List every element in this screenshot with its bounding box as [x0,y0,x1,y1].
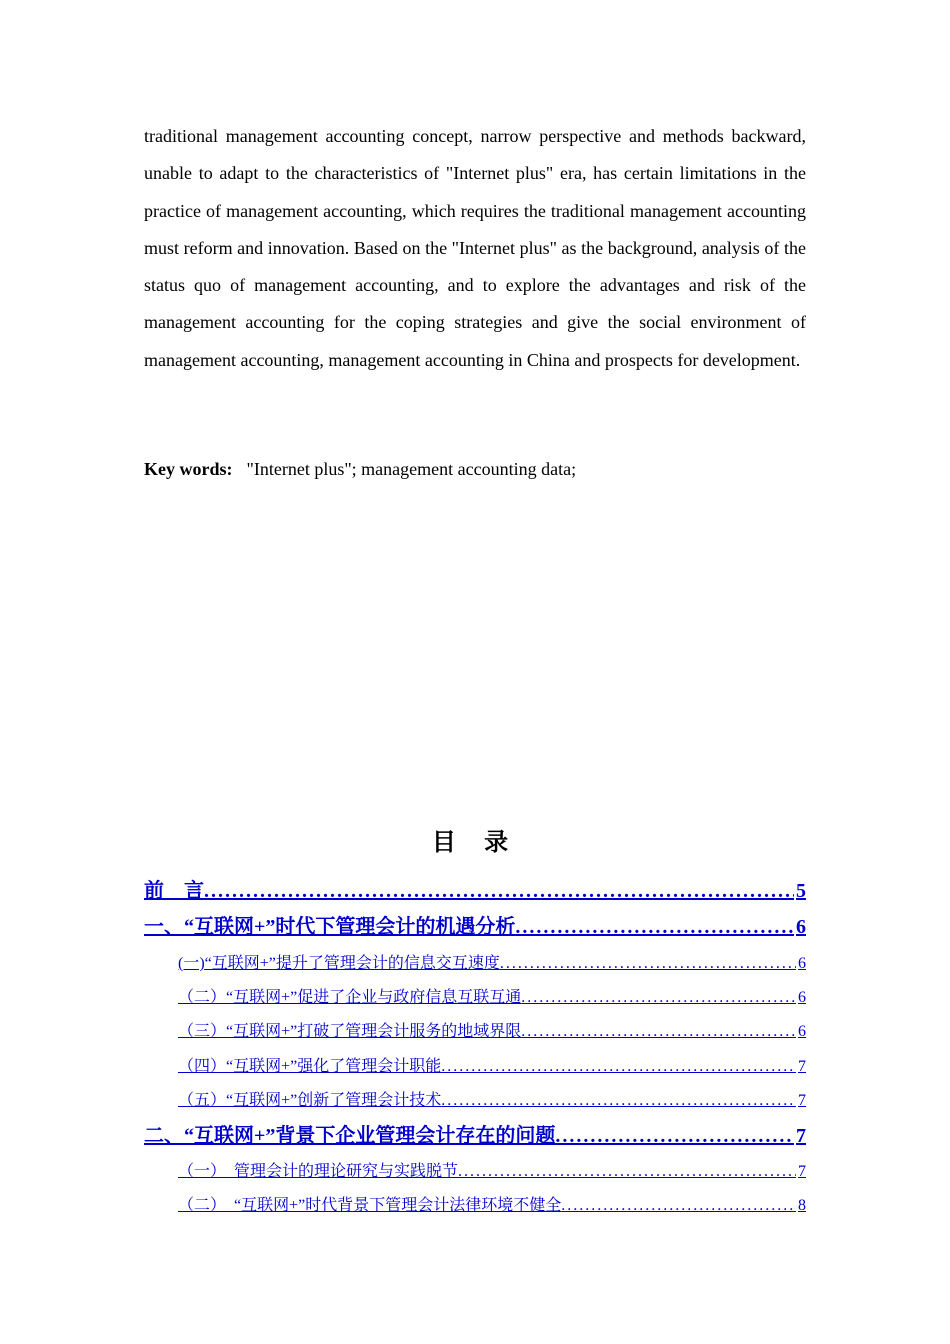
toc-entry-title: （二） “互联网+”时代背景下管理会计法律环境不健全 [178,1197,562,1214]
toc-leader-dots [204,876,794,906]
toc-entry-page: 6 [796,916,806,938]
toc-entry-title: （四）“互联网+”强化了管理会计职能 [178,1058,442,1075]
toc-leader-dots [521,985,796,1011]
keywords-line [144,454,806,484]
toc-leader-dots [515,912,794,942]
toc-entry-title: （一） 管理会计的理论研究与实践脱节 [178,1163,459,1180]
toc-entry-title: 前 言 [144,880,204,902]
toc-entry-title: （三）“互联网+”打破了管理会计服务的地域界限 [178,1023,522,1040]
keywords-label: Key words: [144,459,233,479]
toc-leader-dots [458,1159,796,1185]
toc-leader-dots [555,1121,794,1151]
toc-entry-chapter-2[interactable] [144,1121,806,1151]
toc-entry-title: 一、“互联网+”时代下管理会计的机遇分析 [144,916,516,938]
toc-entry-page: 6 [798,955,806,972]
toc-entry-page: 7 [798,1163,806,1180]
toc-leader-dots [441,1088,796,1114]
toc-entry-title: （五）“互联网+”创新了管理会计技术 [178,1092,442,1109]
toc-leader-dots [561,1193,796,1219]
toc-entry-page: 7 [798,1092,806,1109]
toc-entry-preface[interactable] [144,876,806,906]
toc-entry-page: 8 [798,1197,806,1214]
toc-entry-1-3[interactable] [178,1019,806,1045]
toc-entry-chapter-1[interactable] [144,912,806,942]
toc-leader-dots [521,1019,796,1045]
toc-entry-title: 二、“互联网+”背景下企业管理会计存在的问题 [144,1125,556,1147]
toc-entry-1-5[interactable] [178,1088,806,1114]
toc-title: 目 录 [431,828,519,856]
toc-entry-2-2[interactable] [178,1193,806,1219]
toc-entry-page: 5 [796,880,806,902]
toc-entry-page: 6 [798,989,806,1006]
toc-entry-page: 7 [798,1058,806,1075]
toc-entry-2-1[interactable] [178,1159,806,1185]
toc-entry-page: 6 [798,1023,806,1040]
toc-leader-dots [500,951,796,977]
toc-entry-title: (一)“互联网+”提升了管理会计的信息交互速度 [178,955,500,972]
toc-entry-1-4[interactable] [178,1054,806,1080]
toc-leader-dots [441,1054,796,1080]
toc-entry-1-2[interactable] [178,985,806,1011]
toc-entry-1-1[interactable] [178,951,806,977]
keywords-value: "Internet plus"; management accounting data; [246,459,577,479]
toc-entry-page: 7 [796,1125,806,1147]
toc-entry-title: （二）“互联网+”促进了企业与政府信息互联互通 [178,989,522,1006]
abstract-paragraph: traditional management accounting concept, narrow perspective and methods backward, unable to adapt to the characteristics of "Internet plus" era, has certain limitations in the practice of management accounting, which requires the traditional management accounting must reform and innovation. Based on the "Internet plus" as the background, analysis of the status quo of management accounting, and to explore the advantages and risk of the management accounting for the coping strategies and give the social environment of management accounting, management accounting in China and prospects for development. [144,126,806,370]
